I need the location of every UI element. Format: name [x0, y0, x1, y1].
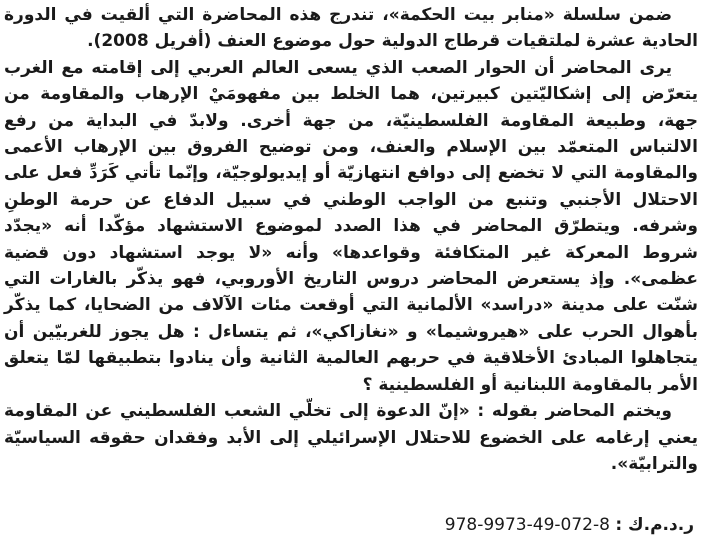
isbn-line	[445, 512, 694, 538]
closing-paragraph: ويختم المحاضر بقوله : «إنّ الدعوة إلى تخلّي الشعب الفلسطيني عن المقاومة يعني إرغامه على الخضوع للاحتلال الإسرائيلي إلى الأبد وفقدان حقوقه السياسيّة والترابيّة».	[4, 401, 698, 474]
isbn-label: ر.د.م.ك :	[615, 515, 694, 535]
document-page	[4, 2, 698, 547]
body-paragraph: يرى المحاضر أن الحوار الصعب الذي يسعى العالم العربي إلى إقامته مع الغرب يتعرّض إلى إشكاليّتين كبيرتين، هما الخلط بين مفهومَيْ الإرهاب والمقاومة من جهة، وطبيعة المقاومة الفلسطينيّة، من جهة أخرى. ولابدّ في البداية من رفع الالتباس المتعمّد بين الإسلام والعنف، ومن توضيح الفروق بين الإرهاب الأعمى والمقاومة التي لا تخضع إلى دوافع انتهازيّة أو إيديولوجيّة، وإنّما تأتي كَرَدِّ فعل على الاحتلال الأجنبي وتنبع من الواجب الوطني في سبيل الدفاع عن حرمة الوطنِ وشرفه. ويتطرّق المحاضر في هذا الصدد لموضوع الاستشهاد مؤكّدا أنه «يجدّد شروط المعركة غير المتكافئة وقواعدها» وأنه «لا يوجد استشهاد دون قضية عظمى». وإذ يستعرض المحاضر دروس التاريخ الأوروبي، فهو يذكّر بالغارات التي شنّت على مدينة «دراسد» الألمانية التي أوقعت مئات الآلاف من الضحايا، كما يذكّر بأهوال الحرب على «هيروشيما» و «نغازاكي»، ثم يتساءل : هل يجوز للغربيّين أن يتجاهلوا المبادئ الأخلاقية في حربهم العالمية الثانية وأن ينادوا بتطبيقها لمّا يتعلق الأمر بالمقاومة اللبنانية أو الفلسطينية ؟	[4, 57, 698, 395]
intro-paragraph: ضمن سلسلة «منابر بيت الحكمة»، تندرج هذه المحاضرة التي ألقيت في الدورة الحادية عشرة لملتقيات قرطاج الدولية حول موضوع العنف (أفريل 2008).	[4, 5, 698, 52]
isbn-number: 978-9973-49-072-8	[444, 515, 610, 535]
